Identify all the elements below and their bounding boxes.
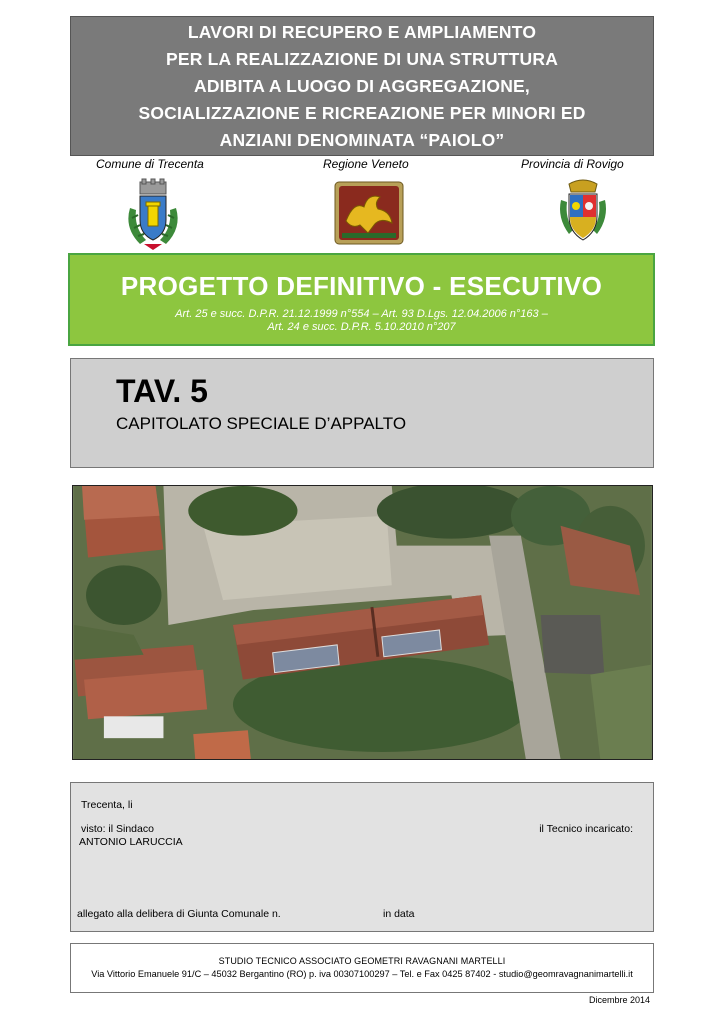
document-date: Dicembre 2014 (588, 995, 650, 1005)
comune-coat-of-arms-icon (122, 178, 184, 252)
sindaco-name: ANTONIO LARUCCIA (79, 836, 183, 848)
sindaco-visto-label: visto: il Sindaco (81, 823, 154, 835)
header-line: LAVORI DI RECUPERO E AMPLIAMENTO (187, 21, 537, 42)
provincia-label: Provincia di Rovigo (521, 157, 624, 171)
place-date-label: Trecenta, li (81, 799, 133, 811)
header-line: ADIBITA A LUOGO DI AGGREGAZIONE, (194, 75, 530, 96)
signature-box (70, 782, 654, 932)
legal-reference-line: Art. 24 e succ. D.P.R. 5.10.2010 n°207 (267, 321, 456, 333)
tecnico-label: il Tecnico incaricato: (539, 823, 633, 835)
tavola-number: TAV. 5 (116, 373, 208, 409)
document-title-box (70, 358, 654, 468)
provincia-coat-of-arms-icon (555, 178, 611, 246)
studio-footer-box (70, 943, 654, 993)
studio-name: STUDIO TECNICO ASSOCIATO GEOMETRI RAVAGNANI MARTELLI (218, 956, 506, 966)
header-line: PER LA REALIZZAZIONE DI UNA STRUTTURA (165, 48, 559, 69)
header-line: SOCIALIZZAZIONE E RICREAZIONE PER MINORI ED (138, 102, 586, 123)
legal-reference-line: Art. 25 e succ. D.P.R. 21.12.1999 n°554 – Art. 93 D.Lgs. 12.04.2006 n°163 – (175, 308, 548, 320)
studio-address: Via Vittorio Emanuele 91/C – 45032 Bergantino (RO) p. iva 00307100297 – Tel. e Fax 0425 87402 - studio@geomravagnanimartelli.it (91, 969, 633, 979)
delibera-date-label: in data (383, 908, 415, 920)
delibera-label: allegato alla delibera di Giunta Comunale n. (77, 908, 281, 920)
aerial-photo-image (72, 485, 653, 760)
project-phase-title: PROGETTO DEFINITIVO - ESECUTIVO (120, 271, 603, 301)
project-phase-box (68, 253, 655, 346)
document-subtitle: CAPITOLATO SPECIALE D’APPALTO (116, 414, 407, 433)
regione-label: Regione Veneto (323, 157, 409, 171)
comune-label: Comune di Trecenta (96, 157, 204, 171)
regione-veneto-emblem-icon (334, 181, 404, 245)
header-line: ANZIANI DENOMINATA “PAIOLO” (219, 129, 505, 150)
project-header-box (70, 16, 654, 156)
